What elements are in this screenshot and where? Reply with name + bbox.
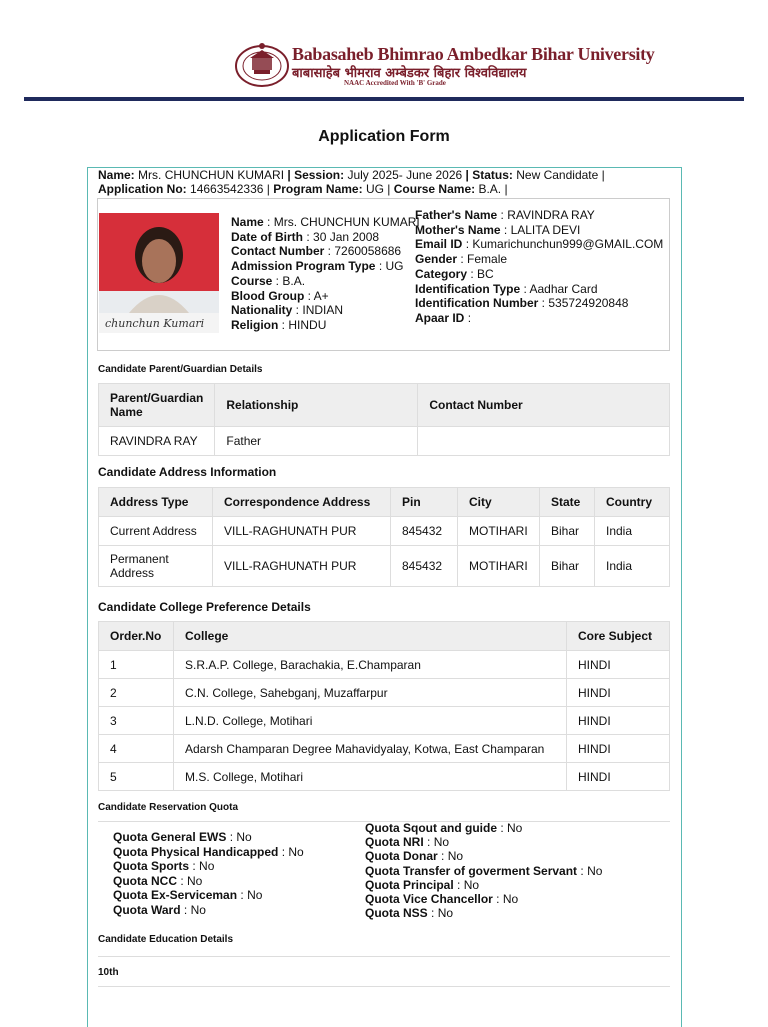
- table-row: [99, 735, 670, 763]
- table-header-cell: Order.No: [99, 622, 174, 651]
- summary-session-label: Session:: [294, 168, 345, 182]
- table-header-cell: Country: [595, 488, 670, 517]
- profile-id-type: Identification Type : Aadhar Card: [415, 281, 598, 296]
- table-row: [99, 707, 670, 735]
- table-cell: VILL-RAGHUNATH PUR: [213, 517, 391, 546]
- table-header-cell: Address Type: [99, 488, 213, 517]
- table-cell: C.N. College, Sahebganj, Muzaffarpur: [174, 679, 567, 707]
- quota-item: Quota NSS : No: [365, 906, 454, 921]
- summary-program-label: Program Name:: [273, 182, 363, 196]
- university-name-en: Babasaheb Bhimrao Ambedkar Bihar University: [292, 44, 655, 64]
- divider: [98, 986, 670, 987]
- table-cell: 2: [99, 679, 174, 707]
- table-cell: Bihar: [540, 546, 595, 587]
- table-cell: 1: [99, 651, 174, 679]
- table-header-cell: College: [174, 622, 567, 651]
- quota-item: Quota Ex-Serviceman : No: [113, 888, 263, 902]
- profile-course: Course : B.A.: [231, 273, 306, 288]
- summary-status-label: Status:: [472, 168, 513, 182]
- summary-name-label: Name:: [98, 168, 135, 182]
- quota-item: Quota Vice Chancellor : No: [365, 892, 519, 907]
- candidate-profile: [97, 198, 670, 351]
- college-section-title: Candidate College Preference Details: [98, 600, 311, 614]
- table-cell: HINDI: [567, 679, 670, 707]
- table-cell: [418, 427, 670, 456]
- table-cell: Bihar: [540, 517, 595, 546]
- profile-religion: Religion : HINDU: [231, 317, 327, 332]
- table-cell: VILL-RAGHUNATH PUR: [213, 546, 391, 587]
- table-header-cell: Contact Number: [418, 384, 670, 427]
- table-header-cell: Correspondence Address: [213, 488, 391, 517]
- quota-right-column: [365, 821, 602, 920]
- university-name-hi: बाबासाहेब भीमराव अम्बेडकर बिहार विश्वविद्यालय: [292, 66, 527, 81]
- profile-father: Father's Name : RAVINDRA RAY: [415, 208, 595, 222]
- quota-item: Quota Sports : No: [113, 859, 215, 873]
- candidate-photo: [99, 213, 219, 333]
- table-header-row: [99, 384, 670, 427]
- profile-id-number: Identification Number : 535724920848: [415, 296, 629, 311]
- college-table: [98, 621, 670, 791]
- guardian-section-title: Candidate Parent/Guardian Details: [98, 364, 263, 375]
- summary-appno-label: Application No:: [98, 182, 187, 196]
- table-row: [99, 517, 670, 546]
- candidate-photo-image: [99, 213, 219, 333]
- table-cell: M.S. College, Motihari: [174, 763, 567, 791]
- table-row: [99, 546, 670, 587]
- quota-item: Quota NRI : No: [365, 835, 450, 850]
- quota-item: Quota General EWS : No: [113, 830, 252, 844]
- table-cell: HINDI: [567, 735, 670, 763]
- quota-item: Quota Transfer of goverment Servant : No: [365, 863, 603, 878]
- quota-item: Quota Principal : No: [365, 877, 480, 892]
- table-row: [99, 679, 670, 707]
- profile-mother: Mother's Name : LALITA DEVI: [415, 222, 581, 237]
- table-header-cell: Parent/Guardian Name: [99, 384, 215, 427]
- table-row: [99, 651, 670, 679]
- quota-item: Quota Sqout and guide : No: [365, 821, 523, 835]
- table-cell: HINDI: [567, 651, 670, 679]
- profile-category: Category : BC: [415, 266, 494, 281]
- table-cell: Current Address: [99, 517, 213, 546]
- profile-name: Name : Mrs. CHUNCHUN KUMARI: [231, 215, 420, 229]
- summary-program: UG: [365, 182, 384, 196]
- table-cell: 845432: [391, 517, 458, 546]
- table-cell: 4: [99, 735, 174, 763]
- naac-accreditation: NAAC Accredited With 'B' Grade: [344, 79, 446, 87]
- summary-session: July 2025- June 2026: [347, 168, 463, 182]
- table-header-row: [99, 488, 670, 517]
- quota-left-column: [113, 830, 304, 917]
- table-cell: Permanent Address: [99, 546, 213, 587]
- education-section-title: Candidate Education Details: [98, 934, 234, 945]
- table-cell: Adarsh Champaran Degree Mahavidyalay, Kotwa, East Champaran: [174, 735, 567, 763]
- sep: |: [465, 168, 469, 182]
- table-cell: S.R.A.P. College, Barachakia, E.Champaran: [174, 651, 567, 679]
- table-row: [99, 427, 670, 456]
- profile-dob: Date of Birth : 30 Jan 2008: [231, 229, 380, 244]
- header-rule: [24, 97, 744, 101]
- summary-appno: 14663542336: [190, 182, 264, 196]
- table-cell: MOTIHARI: [458, 546, 540, 587]
- application-summary: Name: Mrs. CHUNCHUN KUMARI | Session: July 2025- June 2026 | Status: New Candidate | Application No: 14663542336 | Program Name: UG | Course Name: B.A. |: [98, 168, 605, 196]
- quota-item: Quota Donar : No: [365, 849, 464, 864]
- profile-nationality: Nationality : INDIAN: [231, 303, 344, 318]
- summary-course-label: Course Name:: [393, 182, 476, 196]
- profile-apaar-id: Apaar ID :: [415, 310, 472, 325]
- table-header-cell: Core Subject: [567, 622, 670, 651]
- quota-item: Quota NCC : No: [113, 873, 203, 888]
- divider: [98, 956, 670, 957]
- table-cell: India: [595, 517, 670, 546]
- table-cell: 845432: [391, 546, 458, 587]
- table-cell: HINDI: [567, 707, 670, 735]
- table-cell: RAVINDRA RAY: [99, 427, 215, 456]
- profile-gender: Gender : Female: [415, 252, 508, 267]
- quota-item: Quota Ward : No: [113, 902, 206, 917]
- table-header-cell: Pin: [391, 488, 458, 517]
- table-cell: L.N.D. College, Motihari: [174, 707, 567, 735]
- quota-item: Quota Physical Handicapped : No: [113, 844, 304, 859]
- table-cell: MOTIHARI: [458, 517, 540, 546]
- profile-contact: Contact Number : 7260058686: [231, 244, 402, 259]
- address-table: [98, 487, 670, 587]
- profile-right-column: [415, 208, 663, 326]
- university-logo-icon: [234, 40, 290, 88]
- summary-name: Mrs. CHUNCHUN KUMARI: [138, 168, 285, 182]
- table-header-cell: City: [458, 488, 540, 517]
- education-level: 10th: [98, 967, 119, 978]
- profile-left-column: [231, 215, 420, 333]
- table-cell: Father: [215, 427, 418, 456]
- table-row: [99, 763, 670, 791]
- table-cell: India: [595, 546, 670, 587]
- table-header-row: [99, 622, 670, 651]
- profile-program-type: Admission Program Type : UG: [231, 259, 404, 274]
- page-header: [0, 0, 768, 100]
- table-header-cell: Relationship: [215, 384, 418, 427]
- summary-course: B.A.: [478, 182, 502, 196]
- address-section-title: Candidate Address Information: [98, 465, 277, 479]
- table-cell: HINDI: [567, 763, 670, 791]
- table-header-cell: State: [540, 488, 595, 517]
- quota-section-title: Candidate Reservation Quota: [98, 802, 239, 813]
- sep: |: [287, 168, 291, 182]
- summary-status: New Candidate: [516, 168, 599, 182]
- page-title: Application Form: [318, 128, 450, 145]
- guardian-table: [98, 383, 670, 456]
- table-cell: 5: [99, 763, 174, 791]
- table-cell: 3: [99, 707, 174, 735]
- photo-signature: chunchun Kumari: [105, 317, 205, 330]
- profile-email: Email ID : Kumarichunchun999@GMAIL.COM: [415, 237, 664, 252]
- profile-blood-group: Blood Group : A+: [231, 288, 329, 303]
